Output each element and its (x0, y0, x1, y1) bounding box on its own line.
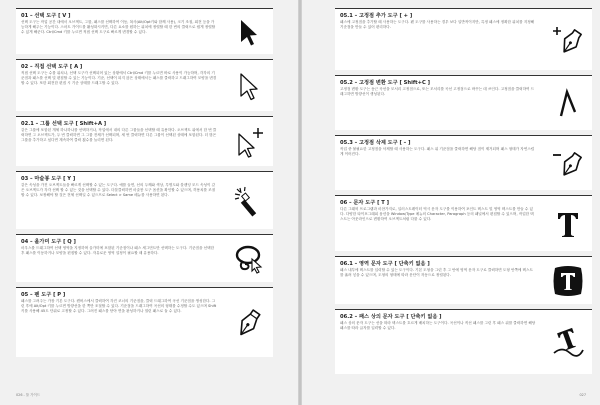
tool-title: 05.3 – 고정점 삭제 도구 [ – ] (340, 140, 411, 146)
tool-card-add-anchor (335, 8, 592, 70)
tool-card-group-selection (16, 116, 273, 166)
tool-card-magic-wand (16, 171, 273, 229)
tool-card-direct-selection (16, 59, 273, 111)
tool-card-convert-anchor (335, 75, 592, 130)
tool-card-pen (16, 287, 273, 357)
tool-title: 04 – 올가미 도구 [ Q ] (21, 239, 76, 245)
tool-description: 고정점 변환 도구는 둥근 곡선을 모서리 고정점으로, 또는 모서리를 곡선 고정점으로 바꾸는 데 쓰인다. 고정점을 클릭하여 드래그하면 방향선이 생성된다. (340, 87, 535, 97)
tool-description: 작업 중 불필요한 고정점을 삭제할 때 사용하는 도구다. 패스 위 기준점을 클릭하면 해당 점이 제거되며 패스 형태가 자연스럽게 이어진다. (340, 147, 535, 157)
right-column (335, 8, 592, 379)
tool-card-area-type (335, 256, 592, 304)
group-selection-icon (233, 126, 265, 158)
tool-title: 02.1 – 그룹 선택 도구 [ Shift+A ] (21, 121, 107, 127)
tool-card-type (335, 195, 592, 251)
tool-card-lasso (16, 234, 273, 282)
tool-title: 06.1 – 영역 문자 도구 [ 단축키 없음 ] (340, 261, 430, 267)
tool-description: 패스에 고정점을 추가할 때 사용하는 도구다. 펜 도구를 사용하는 경우 보다 일반적이지만, 특정 패스에 정확한 위치를 지정해 기준점을 만들 수 있어 편리하다. (340, 20, 535, 30)
tool-description: 패스 상의 문자 도구는 선을 따라 텍스트를 흐르게 배치하는 도구이다. 곡선이나 직선 패스를 그린 후 패스 위를 클릭하면 해당 패스를 따라 글자를 입력할 수 있다. (340, 321, 536, 331)
tool-title: 03 – 마술봉 도구 [ Y ] (21, 176, 76, 182)
tool-description: 패스 내부에 텍스트를 입력할 수 있는 도구이다. 기본 도형을 그린 후 그 안에 영역 문자 도구로 클릭하면 도형 안쪽에 텍스트를 흘려 넣을 수 있으며, 도형의 형태에 따라 문단이 자동으로 정렬된다. (340, 268, 533, 278)
tool-description: 다른 그래픽 프로그램과 마찬가지로, 일러스트레이터 역시 문자 도구를 이용하여 포인트 텍스트 및 영역 텍스트를 만들 수 있다. 다양한 타이포그래피 옵션을 Window/Type 메뉴의 Character, Paragraph 등의 패널에서 편집할 수 있으며, 작업한 텍스트는 아웃라인으로 변환하여 오브젝트처럼 다룰 수 있다. (340, 207, 534, 222)
magic-wand-icon (233, 185, 265, 217)
tool-description: 직접 선택 도구는 수를 위치나, 선택 도구가 선택되어 있는 상황에서 Ctrl/Cmd 키를 누르면 바로 사용이 가능하며, 각각의 기준점과 패스를 선택 및 편집할 수 있는 기능이다. 기준, 선택이 되지 않은 상태에서는 패스를 클릭하고 드래그하여 모양을 변경할 수 있다. 또한 회전한 편집 시 기준 상태를 드래그할 수 있다. (21, 71, 217, 86)
tool-description: 마우스를 드래그하여 선택 영역을 지정하며 올가미에 포함된 기준점이나 패스 세그먼트만 선택하는 도구다. 기준점을 선택한 후 패스를 이동하거나 모양을 편집할 수 있다. 자유로운 영역 설정이 필요할 때 유용하다. (21, 246, 215, 256)
tool-title: 02 – 직접 선택 도구 [ A ] (21, 64, 83, 70)
tool-card-delete-anchor (335, 135, 592, 190)
tool-card-selection (16, 8, 273, 54)
tool-title: 05 – 펜 도구 [ P ] (21, 292, 66, 298)
tool-title: 05.2 – 고정점 변환 도구 [ Shift+C ] (340, 80, 430, 86)
direct-selection-arrow-icon (233, 70, 265, 102)
type-on-path-icon (552, 326, 584, 358)
tool-description: 선택 도구는 작업 공간 내에서 오브젝트, 그룹, 패스를 선택하여 이동, 복사(Alt/Opt키와 함께 사용), 크기 조절, 회전 등을 가능하게 해주는 기능이다. 스마트 가이드를 활성화시키면, 다른 요소를 원하는 위치에 정렬할 때 한 번의 클릭으로 쉽게 정렬할 수 있게 해준다. Ctrl/Cmd 키를 누르면 직접 선택 도구로 빠르게 변경할 수 있다. (21, 20, 216, 35)
tool-card-type-on-path (335, 309, 592, 374)
page-folio-left: 026 - 툴 가이드 (16, 393, 41, 397)
tool-description: 같은 속성을 가진 오브젝트들을 빠르게 선택할 수 있는 도구다. 예를 들면, 선의 두께와 색상, 투명도와 블렌딩 모드 속성이 같은 오브젝트가 각각 선택 할 수 있는 것을 선택할 수 있다. 더블클릭하면 마술봉 도구 옵션을 확인할 수 있으며, 허용치를 조절할 수 있다. 보정해야 할 것은 전체 선택일 수 있으므로 Select > Same 메뉴를 사용하면 된다. (21, 183, 216, 198)
tool-title: 06.2 – 패스 상의 문자 도구 [ 단축키 없음 ] (340, 314, 442, 320)
page-folio-right: 027 (579, 393, 586, 397)
convert-anchor-point-icon (552, 87, 584, 119)
tool-description: 같은 그룹에 포함된 개체 하나하나를 선택하거나, 작업에서 내의 다른 그룹들을 선택할 때 유용하다. 오브젝트 위에서 한 번 클릭하면 그 오브젝트가, 두 번 클릭하면 그 그룹 전체가 선택되며, 세 번 클릭하면 다른 그룹이 선택된 상태에 포함된다. 더 많은 그룹을 추가하고 싶다면 계속하여 클릭 횟수를 늘리면 된다. (21, 128, 217, 143)
area-type-icon (552, 265, 584, 297)
left-column (16, 8, 273, 362)
tool-title: 06 – 문자 도구 [ T ] (340, 200, 389, 206)
selection-arrow-icon (233, 16, 265, 48)
delete-anchor-point-icon (552, 147, 584, 179)
tool-title: 01 – 선택 도구 [ V ] (21, 13, 71, 19)
tool-title: 05.1 – 고정점 추가 도구 [ + ] (340, 13, 413, 19)
type-tool-icon (552, 208, 584, 240)
add-anchor-point-icon (552, 24, 584, 56)
lasso-icon (233, 243, 265, 275)
tool-description: 패스를 그려주는 가장 기본 도구다. 캔버스에서 클릭하여 각진 코너의 기준점을, 클릭 드래그하여 곡선 기준점을 생성한다. 그린 후에 Alt/Opt 키를 누르면 방향선을 한 쪽만 조절할 수 있다. 기준점을 드래그하여 곡선의 형태를 수정할 수도 있으며 Shift 키를 사용해 45도 단위로 고정할 수 있다. 그려진 패스를 닫아 면을 완성하거나 열린 패스로 둘 수 있다. (21, 299, 217, 314)
pen-tool-icon (233, 307, 265, 339)
